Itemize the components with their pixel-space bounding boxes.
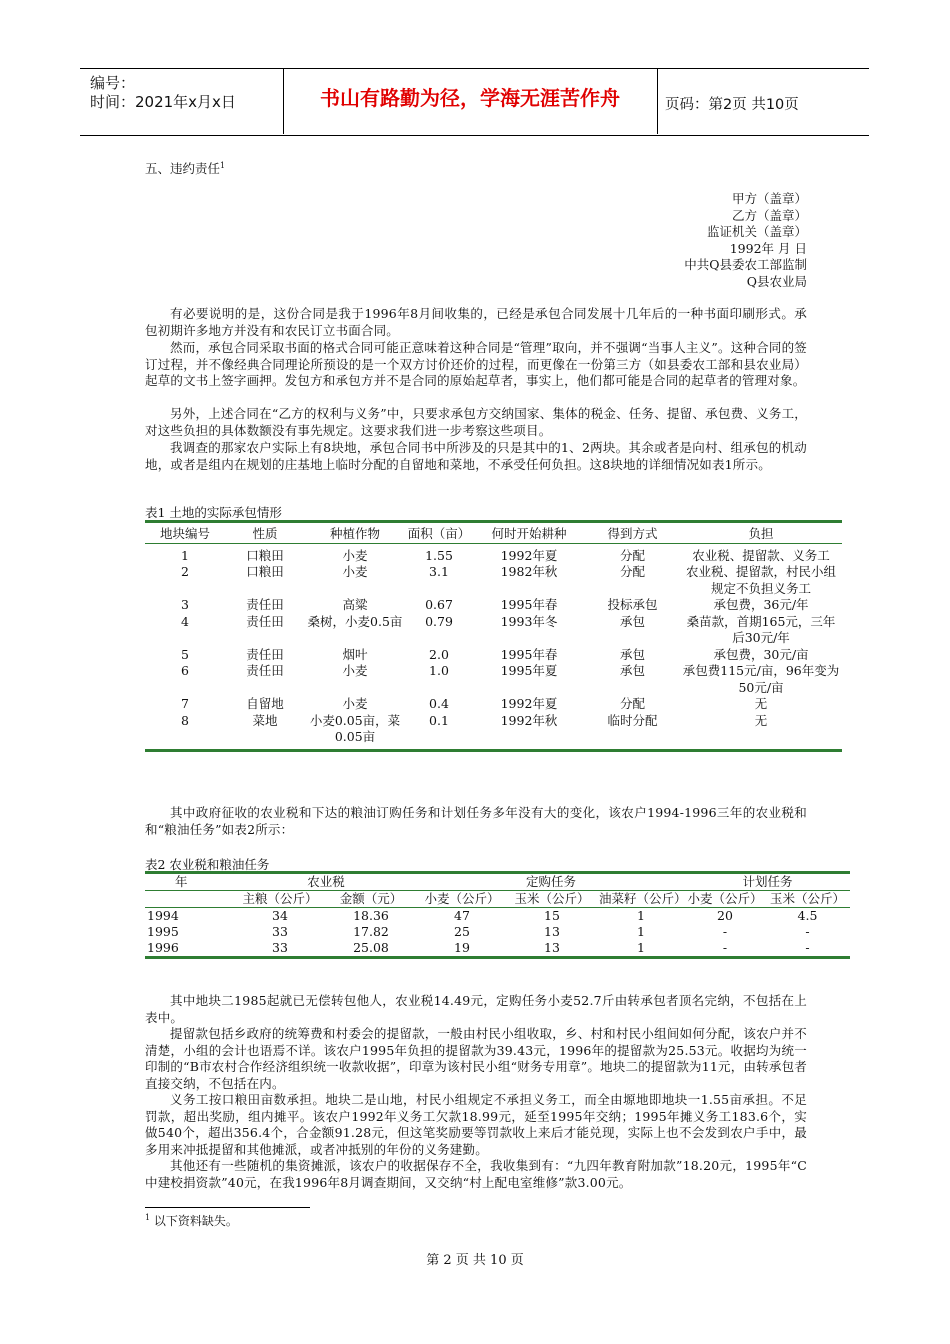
paragraph: 另外，上述合同在“乙方的权利与义务”中，只要求承包方交纳国家、集体的税金、任务、提留、承包费、义务工，对这些负担的具体数额没有事先规定。这要求我们进一步考察这些项目。 bbox=[145, 406, 807, 438]
footnote-text: 以下资料缺失。 bbox=[153, 1214, 238, 1228]
table-cell: 1992年夏 bbox=[500, 547, 558, 563]
table-cell: 1995年春 bbox=[500, 597, 558, 612]
table-cell: 农业税、提留款，村民小组规定不负担义务工 bbox=[685, 564, 836, 596]
footnote-number: 1 bbox=[145, 1213, 151, 1222]
table-cell: 临时分配 bbox=[607, 712, 658, 728]
table-cell: 1995年春 bbox=[500, 646, 558, 662]
table1 bbox=[145, 520, 842, 752]
table-cell: 25.08 bbox=[353, 940, 389, 955]
section-title bbox=[145, 159, 225, 177]
table-cell: 口粮田 bbox=[246, 547, 284, 563]
table-row bbox=[145, 696, 842, 713]
table-row bbox=[145, 647, 842, 664]
table-cell: 承包 bbox=[619, 646, 645, 662]
table-cell: 无 bbox=[754, 696, 768, 711]
footnote-divider bbox=[145, 1207, 310, 1208]
table-cell: 34 bbox=[272, 908, 288, 923]
table2-group-header: 农业税 bbox=[307, 874, 345, 889]
table-cell: 责任田 bbox=[246, 663, 284, 678]
table-cell: 1.0 bbox=[429, 663, 449, 678]
table-cell: 1982年秋 bbox=[500, 564, 558, 579]
table-cell: 4 bbox=[181, 613, 189, 629]
table-cell: 1993年冬 bbox=[500, 613, 558, 629]
signature-line: 甲方（盖章） bbox=[731, 191, 807, 206]
table-cell: 口粮田 bbox=[246, 564, 284, 579]
signature-line: 1992年 月 日 bbox=[729, 240, 807, 256]
table-cell: 33 bbox=[272, 940, 288, 955]
table-cell: 17.82 bbox=[353, 924, 389, 939]
table2-sub-header: 玉米（公斤） bbox=[769, 891, 845, 906]
table1-header: 何时开始耕种 bbox=[491, 526, 567, 541]
table-cell: 分配 bbox=[619, 696, 645, 711]
header-divider bbox=[657, 68, 658, 134]
table-cell: 2.0 bbox=[429, 646, 449, 662]
table1-header: 负担 bbox=[748, 526, 774, 541]
table-cell: 1995 bbox=[147, 924, 179, 939]
footnote bbox=[145, 1212, 238, 1229]
table1-header: 得到方式 bbox=[607, 526, 658, 541]
signature-line: 中共Q县委农工部监制 bbox=[684, 257, 807, 272]
paragraph: 其他还有一些随机的集资摊派，该农户的收据保存不全，我收集到有：“九四年教育附加款”18.20元，1995年“C中建校捐资款”40元，在我1996年8月调查期间，又交纳“村上配电室维修”款3.00元。 bbox=[145, 1158, 807, 1190]
table-cell: 分配 bbox=[619, 547, 645, 563]
table-cell: 小麦 bbox=[342, 564, 368, 579]
table-cell: 投标承包 bbox=[607, 597, 658, 612]
table1-header: 性质 bbox=[252, 526, 278, 541]
table-cell: 承包 bbox=[619, 663, 645, 678]
table-row bbox=[145, 564, 842, 597]
table-cell: 责任田 bbox=[246, 597, 284, 612]
table-cell: 分配 bbox=[619, 564, 645, 579]
table-cell: 桑树，小麦0.5亩 bbox=[307, 613, 403, 629]
table-cell: 1994 bbox=[147, 908, 179, 923]
table-cell: 1992年秋 bbox=[500, 712, 558, 728]
table2-sub-header: 金额（元） bbox=[339, 891, 403, 906]
table-cell: 0.67 bbox=[425, 597, 453, 612]
paragraph: 其中政府征收的农业税和下达的粮油订购任务和计划任务多年没有大的变化，该农户1994-1996三年的农业税和和“粮油任务”如表2所示： bbox=[145, 805, 807, 837]
table2 bbox=[145, 871, 850, 959]
table-row bbox=[145, 663, 842, 696]
table-row bbox=[145, 713, 842, 751]
table-cell: - bbox=[805, 924, 810, 939]
table-cell: 1 bbox=[181, 547, 189, 563]
table-cell: 25 bbox=[454, 924, 470, 939]
table-row bbox=[145, 940, 850, 958]
table-cell: 0.4 bbox=[429, 696, 449, 711]
table-cell: 自留地 bbox=[246, 696, 284, 711]
table-cell: 1.55 bbox=[425, 547, 453, 563]
table-cell: 小麦 bbox=[342, 547, 368, 563]
table2-group-header: 年 bbox=[175, 874, 188, 889]
table-cell: 20 bbox=[717, 908, 733, 923]
table-cell: 6 bbox=[181, 663, 189, 678]
paragraph: 然而，承包合同采取书面的格式合同可能正意味着这种合同是“管理”取向，并不强调“当事人主义”。这种合同的签订过程，并不像经典合同理论所预设的是一个双方讨价还价的过程，而更像在一份第三方（如县委农工部和县农业局）起草的文书上签字画押。发包方和承包方并不是合同的原始起草者，事实上，他们都可能是合同的起草者的管理对象。 bbox=[145, 340, 807, 388]
table1-caption: 表1 土地的实际承包情形 bbox=[145, 505, 282, 520]
table-cell: 小麦 bbox=[342, 696, 368, 711]
signature-line: 乙方（盖章） bbox=[731, 207, 807, 223]
table-cell: 责任田 bbox=[246, 613, 284, 629]
section-title-text: 五、违约责任 bbox=[145, 161, 221, 176]
footnote-ref: 1 bbox=[220, 160, 226, 170]
table-cell: 33 bbox=[272, 924, 288, 939]
table-cell: 承包费，30元/亩 bbox=[713, 646, 809, 662]
table-cell: 烟叶 bbox=[342, 646, 368, 662]
header-number: 编号： bbox=[90, 74, 136, 92]
signature-block bbox=[684, 191, 807, 290]
table-row bbox=[145, 543, 842, 564]
table-cell: 7 bbox=[181, 696, 189, 711]
table-cell: 8 bbox=[181, 712, 189, 728]
header-page: 页码：第2页 共10页 bbox=[665, 97, 799, 113]
header-motto: 书山有路勤为径，学海无涯苦作舟 bbox=[320, 86, 620, 110]
table-cell: 承包费，36元/年 bbox=[713, 597, 809, 612]
paragraph: 提留款包括乡政府的统筹费和村委会的提留款，一般由村民小组收取，乡、村和村民小组间如何分配，该农户并不清楚，小组的会计也语焉不详。该农户1995年负担的提留款为39.43元，1996年的提留款为25.53元。收据均为统一印制的“B市农村合作经济组织统一收款收据”，印章为该村民小组“财务专用章”。地块二的提留款为11元，由转承包者直接交纳，不包括在内。 bbox=[145, 1026, 807, 1091]
table-cell: 0.79 bbox=[425, 613, 453, 629]
table-cell: 无 bbox=[754, 712, 768, 728]
table-cell: 1996 bbox=[147, 940, 179, 955]
table-row bbox=[145, 597, 842, 614]
table-cell: 1992年夏 bbox=[500, 696, 558, 711]
table-cell: 1 bbox=[637, 908, 645, 923]
table2-sub-header: 小麦（公斤） bbox=[687, 891, 763, 906]
paragraph: 其中地块二1985起就已无偿转包他人，农业税14.49元，定购任务小麦52.7斤由转承包者顶名完纳，不包括在上表中。 bbox=[145, 993, 807, 1025]
table-cell: 13 bbox=[544, 940, 560, 955]
table-cell: 15 bbox=[544, 908, 560, 923]
signature-line: Q县农业局 bbox=[746, 273, 807, 289]
paragraph: 我调查的那家农户实际上有8块地，承包合同书中所涉及的只是其中的1、2两块。其余或者是向村、组承包的机动地，或者是组内在规划的庄基地上临时分配的自留地和菜地，不承受任何负担。这8块地的详细情况如表1所示。 bbox=[145, 440, 807, 472]
table-cell: 高粱 bbox=[342, 597, 368, 612]
signature-line: 监证机关（盖章） bbox=[706, 224, 807, 239]
table-cell: 农业税、提留款、义务工 bbox=[692, 547, 830, 563]
paragraph: 义务工按口粮田亩数承担。地块二是山地，村民小组规定不承担义务工，而全由塬地即地块一1.55亩承担。不足罚款，超出奖励，组内摊平。该农户1992年义务工欠款18.99元，延至1995年交纳；1995年摊义务工183.6个，实做540个，超出356.4个，合金额91.28元，但这笔奖励要等罚款收上来后才能兑现，实际上也不会发到农户手中，最多用来冲抵提留和其他摊派，或者冲抵别的年份的义务建勤。 bbox=[145, 1092, 807, 1157]
table2-sub-header: 主粮（公斤） bbox=[242, 891, 318, 906]
table-cell: - bbox=[805, 940, 810, 955]
table-cell: 1995年夏 bbox=[500, 663, 558, 678]
table-cell: 菜地 bbox=[252, 712, 278, 728]
table-row bbox=[145, 924, 850, 940]
table-cell: 1 bbox=[637, 940, 645, 955]
table-row bbox=[145, 908, 850, 925]
table-cell: 责任田 bbox=[246, 646, 284, 662]
table-cell: 4.5 bbox=[797, 908, 818, 923]
table-cell: 13 bbox=[544, 924, 560, 939]
table-cell: 2 bbox=[181, 564, 189, 579]
table-row bbox=[145, 614, 842, 647]
table-cell: 18.36 bbox=[353, 908, 389, 923]
table2-caption: 表2 农业税和粮油任务 bbox=[145, 857, 270, 872]
table-cell: 3 bbox=[181, 597, 189, 612]
table-cell: 5 bbox=[181, 646, 189, 662]
table2-group-header: 计划任务 bbox=[742, 874, 793, 889]
table-cell: 小麦0.05亩，菜0.05亩 bbox=[309, 712, 401, 744]
table-cell: 承包费115元/亩，96年变为50元/亩 bbox=[682, 663, 840, 695]
header-time: 时间：2021年x月x日 bbox=[90, 93, 236, 111]
page-footer: 第 2 页 共 10 页 bbox=[426, 1253, 524, 1268]
table-cell: 0.1 bbox=[429, 712, 449, 728]
table-cell: - bbox=[722, 924, 728, 939]
table2-sub-header: 玉米（公斤） bbox=[514, 891, 590, 906]
table2-sub-header: 油菜籽（公斤） bbox=[599, 891, 687, 906]
table-cell: 桑苗款，首期165元，三年后30元/年 bbox=[686, 613, 836, 645]
table-cell: 1 bbox=[637, 924, 645, 939]
table-cell: 小麦 bbox=[342, 663, 368, 678]
table-cell: 3.1 bbox=[429, 564, 449, 579]
table1-header: 地块编号 bbox=[159, 526, 210, 541]
table-cell: 19 bbox=[454, 940, 470, 955]
table1-header: 种植作物 bbox=[329, 526, 380, 541]
table2-group-header: 定购任务 bbox=[525, 874, 576, 889]
table-cell: 承包 bbox=[619, 613, 645, 629]
paragraph: 有必要说明的是，这份合同是我于1996年8月间收集的，已经是承包合同发展十几年后的一种书面印刷形式。承包初期许多地方并没有和农民订立书面合同。 bbox=[145, 306, 807, 338]
table-cell: - bbox=[722, 940, 728, 955]
table2-sub-header: 小麦（公斤） bbox=[424, 891, 500, 906]
table-cell: 47 bbox=[454, 908, 470, 923]
table1-header: 面积（亩） bbox=[407, 526, 471, 541]
